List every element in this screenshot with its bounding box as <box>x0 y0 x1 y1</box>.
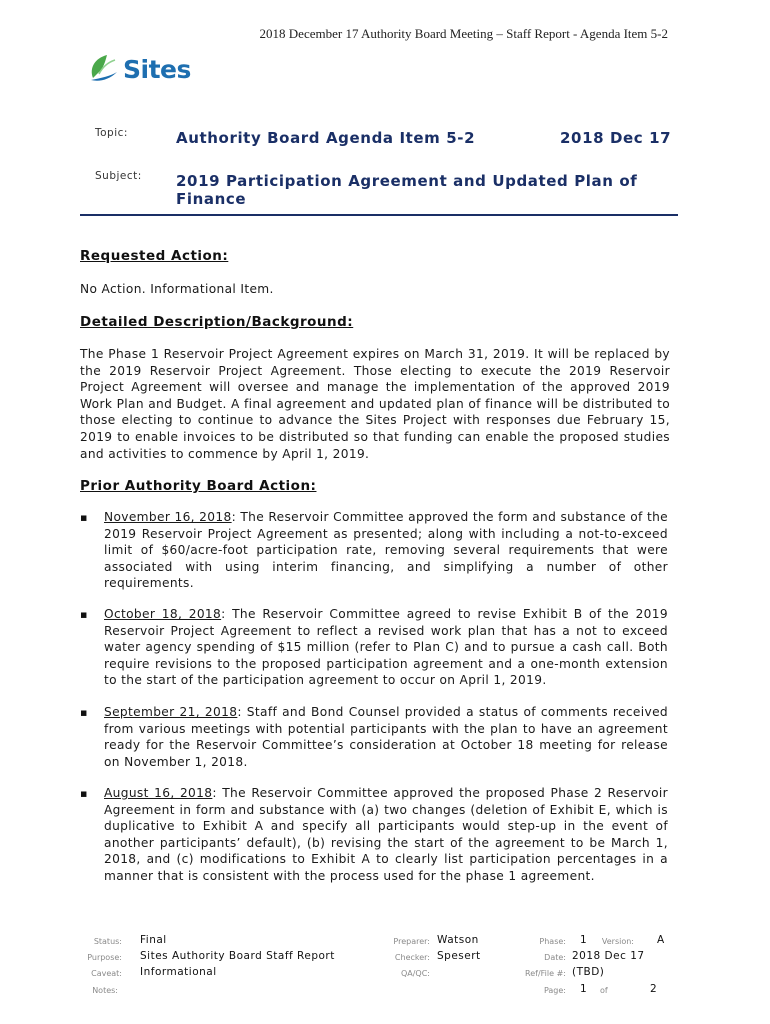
preparer-value: Watson <box>437 934 479 946</box>
leaf-drop-icon <box>87 52 121 86</box>
page-of-label: of <box>600 986 608 995</box>
prior-action-date: September 21, 2018 <box>104 705 238 719</box>
checker-label: Checker: <box>394 953 430 962</box>
page-total: 2 <box>650 983 658 995</box>
prior-action-text: : The Reservoir Committee approved the form and substance of the 2019 Reservoir Project Agreement as presented; along with including a not-to-exceed limit of $60/acre-foot participation rate, removing several requirements that were associated with using interim financing, and simplifying a number of other requirements. <box>104 510 669 591</box>
subject-label: Subject: <box>95 170 142 182</box>
topic-label: Topic: <box>95 127 128 139</box>
prior-action-item <box>104 509 668 592</box>
version-label: Version: <box>601 937 634 946</box>
logo-wordmark: Sites <box>123 54 191 84</box>
prior-action-date: October 18, 2018 <box>104 607 222 621</box>
prior-action-item <box>104 785 668 885</box>
requested-action-text: No Action. Informational Item. <box>80 282 274 296</box>
prior-action-item <box>104 704 668 770</box>
ref-file-label: Ref/File #: <box>525 969 566 978</box>
checker-value: Spesert <box>437 950 481 962</box>
sites-logo <box>87 52 191 86</box>
prior-action-text: : The Reservoir Committee agreed to revise Exhibit B of the 2019 Reservoir Project Agreement to reflect a revised work plan that has a not to exceed water agency spending of $15 million (refer to Plan C) and to pursue a cash call. Both require revisions to the proposed participation agreement and a one-month extension to the start of the participation agreement to occur on April 1, 2019. <box>104 607 668 688</box>
topic-date: 2018 Dec 17 <box>560 129 672 147</box>
phase-value: 1 <box>580 934 588 946</box>
date-value: 2018 Dec 17 <box>572 950 645 962</box>
qaqc-label: QA/QC: <box>400 969 430 978</box>
prior-action-item <box>104 606 668 689</box>
notes-label: Notes: <box>92 986 118 995</box>
ref-file-value: (TBD) <box>572 966 605 978</box>
title-divider <box>80 214 678 216</box>
bullet-marker: ▪ <box>80 511 88 524</box>
page-number: 1 <box>580 983 588 995</box>
description-text: The Phase 1 Reservoir Project Agreement expires on March 31, 2019. It will be replaced by the 2019 Reservoir Project Agreement. Those electing to execute the 2019 Reservoir Project Agreement will oversee and manage the implementation of the approved 2019 Work Plan and Budget. A final agreement and updated plan of finance will be distributed to those electing to continue to advance the Sites Project with responses due February 15, 2019 to enable invoices to be distributed so that funding can enable the proposed studies and activities to commence by April 1, 2019. <box>80 347 670 461</box>
purpose-label: Purpose: <box>87 953 122 962</box>
prior-action-text: : Staff and Bond Counsel provided a status of comments received from various meetings with potential participants with the plan to have an agreement ready for the Reservoir Committee’s consideration at October 18 meeting for release on November 1, 2018. <box>104 705 668 769</box>
prior-action-date: November 16, 2018 <box>104 510 232 524</box>
date-label: Date: <box>544 953 566 962</box>
requested-action-heading: Requested Action: <box>80 248 229 264</box>
bullet-marker: ▪ <box>80 787 88 800</box>
prior-action-date: August 16, 2018 <box>104 786 213 800</box>
topic-value: Authority Board Agenda Item 5-2 <box>176 129 476 147</box>
prior-action-heading: Prior Authority Board Action: <box>80 478 317 494</box>
caveat-value: Informational <box>140 966 217 978</box>
preparer-label: Preparer: <box>393 937 430 946</box>
purpose-value: Sites Authority Board Staff Report <box>140 950 335 962</box>
bullet-marker: ▪ <box>80 608 88 621</box>
running-header: 2018 December 17 Authority Board Meeting – Staff Report - Agenda Item 5-2 <box>259 26 668 41</box>
page-label: Page: <box>543 986 566 995</box>
subject-line-2: Finance <box>176 190 247 208</box>
caveat-label: Caveat: <box>91 969 122 978</box>
bullet-marker: ▪ <box>80 706 88 719</box>
status-value: Final <box>140 934 167 946</box>
subject-line-1: 2019 Participation Agreement and Updated Plan of <box>176 172 638 190</box>
version-value: A <box>657 934 665 946</box>
status-label: Status: <box>93 937 122 946</box>
phase-label: Phase: <box>539 937 566 946</box>
prior-action-text: : The Reservoir Committee approved the proposed Phase 2 Reservoir Agreement in form and substance with (a) two changes (deletion of Exhibit E, which is duplicative to Exhibit A and specify all participants would step-up in the event of another participants’ default), (b) revising the start of the agreement to be March 1, 2018, and (c) modifications to Exhibit A to clearly list participation percentages in a manner that is consistent with the process used for the phase 1 agreement. <box>104 786 669 883</box>
description-heading: Detailed Description/Background: <box>80 314 354 330</box>
